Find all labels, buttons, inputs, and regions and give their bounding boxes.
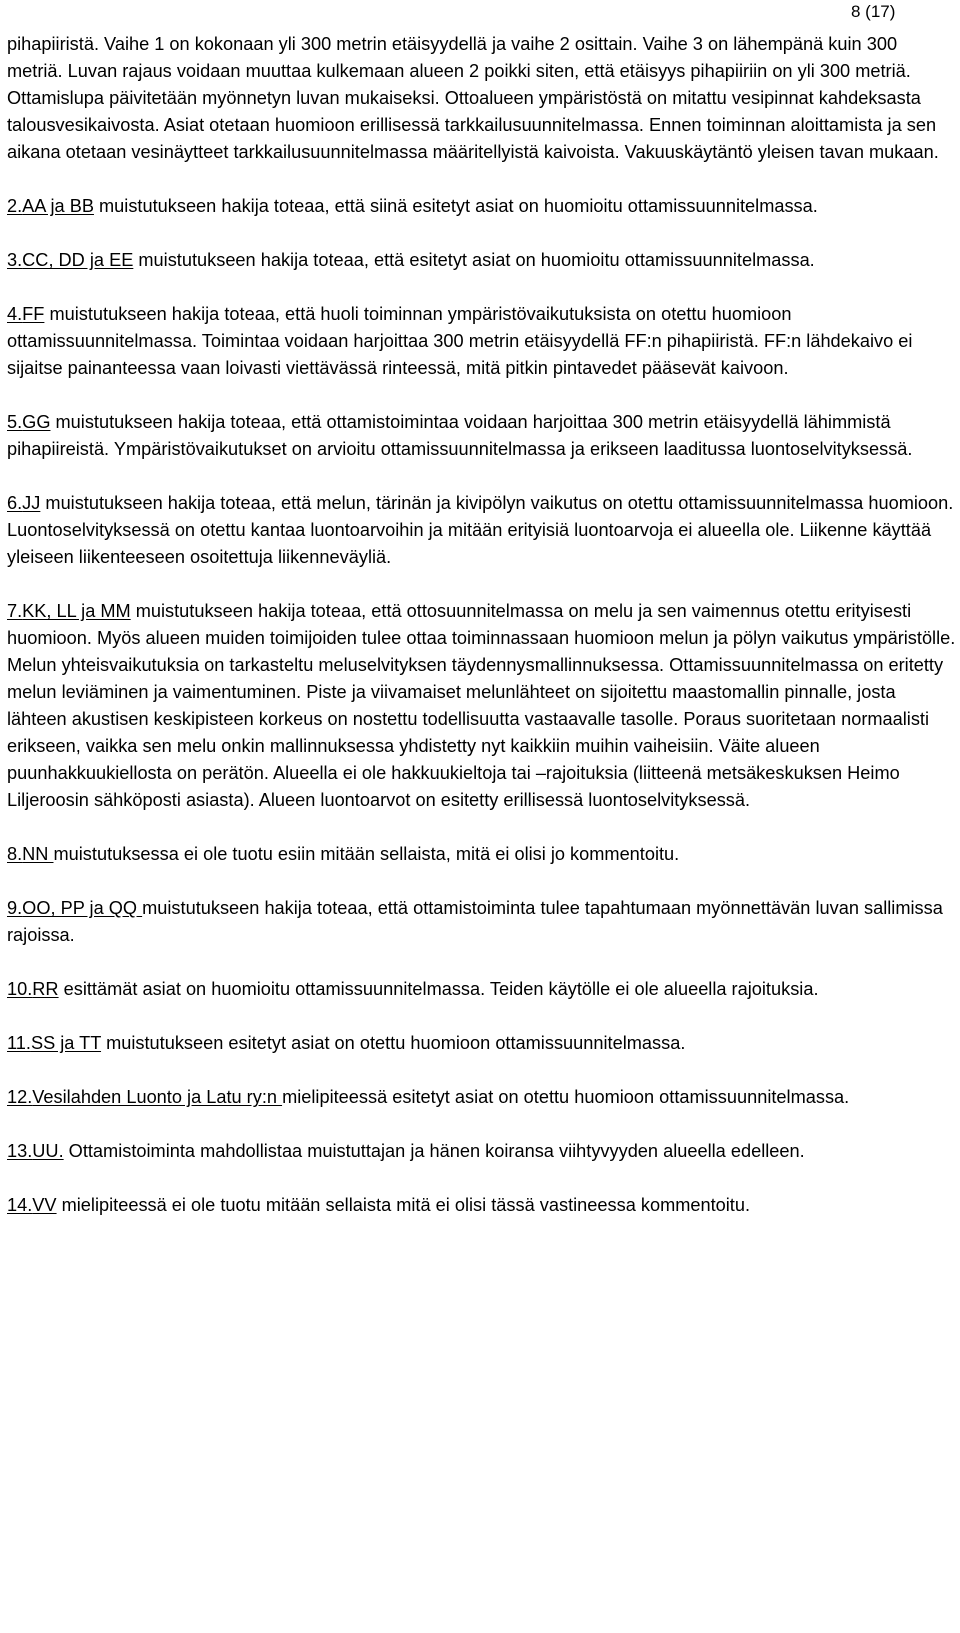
objector-name: UU.: [32, 1141, 64, 1161]
item-number: 3.: [7, 250, 23, 270]
response-item-9: [7, 895, 957, 949]
item-number: 4.: [7, 304, 23, 324]
item-text: muistutukseen hakija toteaa, että ottamistoimintaa voidaan harjoittaa 300 metrin etäisyydellä lähimmistä pihapiireistä. Ympäristövaikutukset on arvioitu ottamissuunnitelmassa ja erikseen laaditussa luontoselvityksessä.: [7, 412, 913, 459]
item-number: 9.: [7, 898, 23, 918]
response-item-11: [7, 1030, 957, 1057]
objector-name: GG: [22, 412, 51, 432]
document-body: [7, 31, 957, 1246]
objector-name: OO, PP ja QQ: [22, 898, 143, 918]
item-text: muistutukseen hakija toteaa, että esitetyt asiat on huomioitu ottamissuunnitelmassa.: [133, 250, 815, 270]
objector-name: JJ: [22, 493, 41, 513]
response-item-7: [7, 598, 957, 814]
item-text: muistutukseen esitetyt asiat on otettu huomioon ottamissuunnitelmassa.: [101, 1033, 686, 1053]
item-text: mielipiteessä esitetyt asiat on otettu huomioon ottamissuunnitelmassa.: [282, 1087, 850, 1107]
item-number: 14.: [7, 1195, 33, 1215]
item-text: muistutukseen hakija toteaa, että siinä esitetyt asiat on huomioitu ottamissuunnitelmassa.: [93, 196, 818, 216]
item-number: 10.: [7, 979, 33, 999]
response-item-10: [7, 976, 957, 1003]
objector-name: Vesilahden Luonto ja Latu ry:n: [32, 1087, 283, 1107]
item-text: muistutukseen hakija toteaa, että ottamistoiminta tulee tapahtumaan myönnettävän luvan sallimissa rajoissa.: [7, 898, 943, 945]
response-item-8: [7, 841, 957, 868]
objector-name: NN: [22, 844, 54, 864]
objector-name: VV: [32, 1195, 57, 1215]
item-number: 11.: [7, 1033, 31, 1053]
objector-name: KK, LL ja MM: [22, 601, 131, 621]
response-item-14: [7, 1192, 957, 1219]
item-number: 2.: [7, 196, 23, 216]
response-item-6: [7, 490, 957, 571]
page-number: 8 (17): [851, 2, 896, 21]
objector-name: SS ja TT: [30, 1033, 102, 1053]
item-number: 12.: [7, 1087, 33, 1107]
item-text: esittämät asiat on huomioitu ottamissuunnitelmassa. Teiden käytölle ei ole alueella rajoituksia.: [58, 979, 819, 999]
objector-name: CC, DD ja EE: [22, 250, 134, 270]
item-text: muistutukseen hakija toteaa, että melun, tärinän ja kivipölyn vaikutus on otettu ottamissuunnitelmassa huomioon. Luontoselvityksessä on otettu kantaa luontoarvoihin ja mitään erityisiä luontoarvoja ei alueella ole. Liikenne käyttää yleiseen liikenteeseen osoitettuja liikenneväyliä.: [7, 493, 954, 567]
item-text: muistutuksessa ei ole tuotu esiin mitään sellaista, mitä ei olisi jo kommentoitu.: [53, 844, 680, 864]
item-number: 13.: [7, 1141, 33, 1161]
response-item-3: [7, 247, 957, 274]
item-number: 5.: [7, 412, 23, 432]
item-text: muistutukseen hakija toteaa, että ottosuunnitelmassa on melu ja sen vaimennus otettu erityisesti huomioon. Myös alueen muiden toimijoiden tulee ottaa toiminnassaan huomioon melun ja pölyn vaikutus ympäristölle. Melun yhteisvaikutuksia on tarkasteltu meluselvityksen täydennysmallinnuksessa. Ottamissuunnitelmassa on eritetty melun leviäminen ja vaimentuminen. Piste ja viivamaiset melunlähteet on sijoitettu maastomallin pinnalle, josta lähteen akustisen keskipisteen korkeus on nostettu todellisuutta vastaavalle tasolle. Poraus suoritetaan normaalisti erikseen, vaikka sen melu onkin mallinnuksessa yhdistetty nyt kaikkiin muihin vaiheisiin. Väite alueen puunhakkuukiellosta on perätön. Alueella ei ole hakkuukieltoja tai –rajoituksia (liitteenä metsäkeskuksen Heimo Liljeroosin sähköposti asiasta). Alueen luontoarvot on esitetty erillisessä luontoselvityksessä.: [7, 601, 956, 810]
objector-name: RR: [32, 979, 59, 999]
item-number: 7.: [7, 601, 23, 621]
response-item-13: [7, 1138, 957, 1165]
response-item-2: [7, 193, 957, 220]
response-item-5: [7, 409, 957, 463]
item-text: mielipiteessä ei ole tuotu mitään sellaista mitä ei olisi tässä vastineessa kommentoitu.: [56, 1195, 751, 1215]
item-text: Ottamistoiminta mahdollistaa muistuttajan ja hänen koiransa viihtyvyyden alueella edelleen.: [63, 1141, 805, 1161]
intro-paragraph: pihapiiristä. Vaihe 1 on kokonaan yli 300 metrin etäisyydellä ja vaihe 2 osittain. Vaihe 3 on lähempänä kuin 300 metriä. Luvan rajaus voidaan muuttaa kulkemaan alueen 2 poikki siten, että etäisyys pihapiiriin on yli 300 metriä. Ottamislupa päivitetään myönnetyn luvan mukaiseksi. Ottoalueen ympäristöstä on mitattu vesipinnat kahdeksasta talousvesikaivosta. Asiat otetaan huomioon erillisessä tarkkailusuunnitelmassa. Ennen toiminnan aloittamista ja sen aikana otetaan vesinäytteet tarkkailusuunnitelmassa määritellyistä kaivoista. Vakuuskäytäntö yleisen tavan mukaan.: [7, 34, 939, 162]
response-item-4: [7, 301, 957, 382]
item-number: 6.: [7, 493, 23, 513]
item-number: 8.: [7, 844, 23, 864]
item-text: muistutukseen hakija toteaa, että huoli toiminnan ympäristövaikutuksista on otettu huomioon ottamissuunnitelmassa. Toimintaa voidaan harjoittaa 300 metrin etäisyydellä FF:n pihapiiristä. FF:n lähdekaivo ei sijaitse painanteessa vaan loivasti viettävässä rinteessä, mitä pitkin pintavedet pääsevät kaivoon.: [7, 304, 913, 378]
response-item-12: [7, 1084, 957, 1111]
objector-name: FF: [22, 304, 45, 324]
objector-name: AA ja BB: [22, 196, 94, 216]
